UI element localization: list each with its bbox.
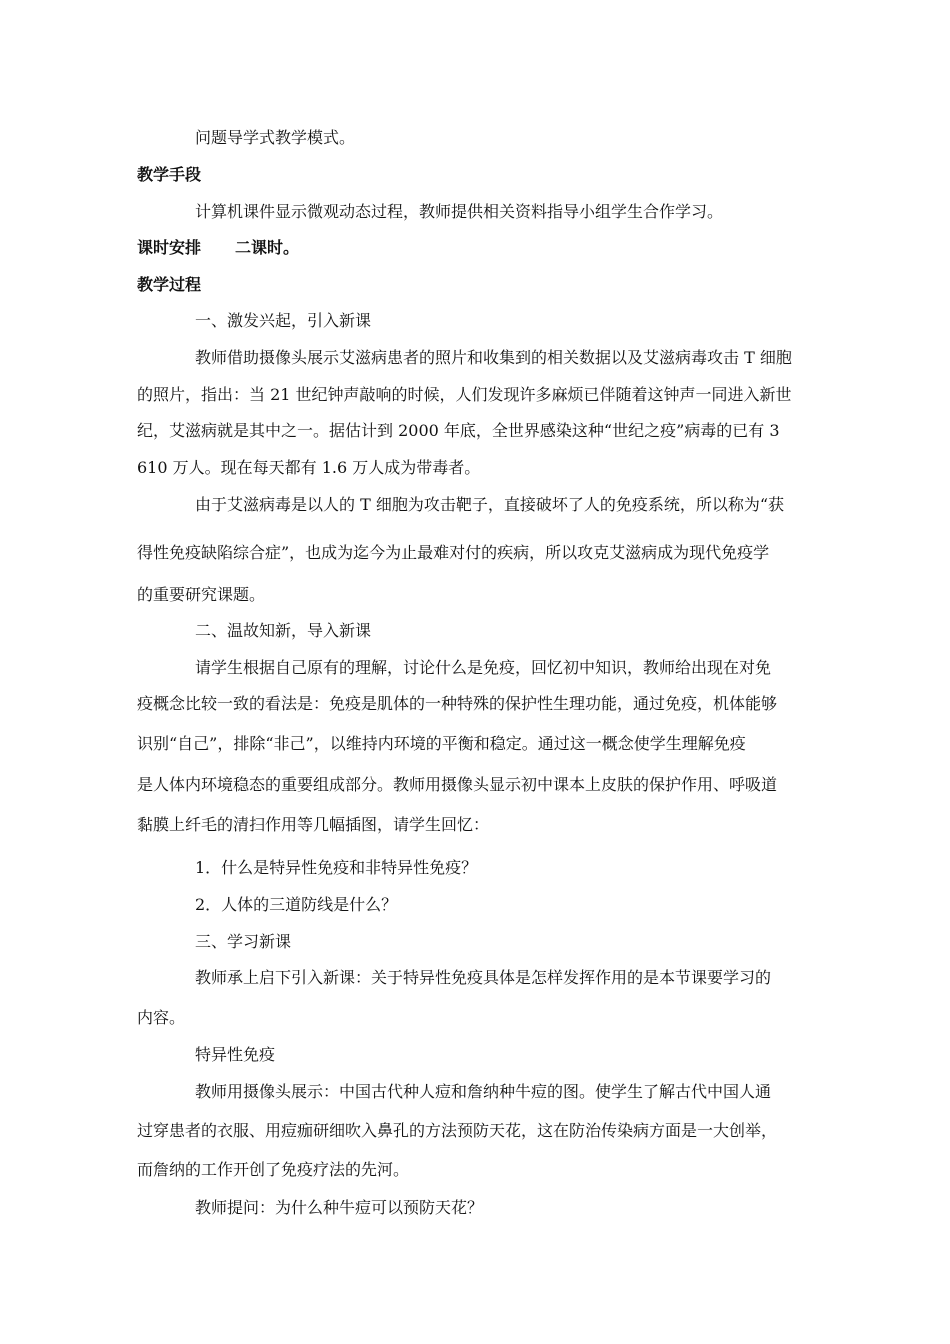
section-heading: 教学过程 <box>137 275 202 294</box>
subheading: 一、激发兴起，引入新课 <box>195 311 372 330</box>
heading-value: 二课时。 <box>235 238 300 257</box>
text-line: 的重要研究课题。 <box>137 585 266 604</box>
text-line: 得性免疫缺陷综合症”，也成为迄今为止最难对付的疾病，所以攻克艾滋病成为现代免疫学 <box>137 543 770 562</box>
text-line: 教师提问：为什么种牛痘可以预防天花？ <box>195 1198 484 1217</box>
text-line: 识别“自己”，排除“非己”，以维持内环境的平衡和稳定。通过这一概念使学生理解免疫 <box>137 734 746 753</box>
text-line: 的照片，指出：当 21 世纪钟声敲响的时候，人们发现许多麻烦已伴随着这钟声一同进入新世 <box>137 385 792 404</box>
text-line: 黏膜上纤毛的清扫作用等几幅插图，请学生回忆： <box>137 815 490 834</box>
subheading: 三、学习新课 <box>195 932 292 951</box>
section-heading <box>137 238 817 258</box>
list-item: 1．什么是特异性免疫和非特异性免疫？ <box>195 858 478 877</box>
text-line: 过穿患者的衣服、用痘痂研细吹入鼻孔的方法预防天花，这在防治传染病方面是一大创举， <box>137 1121 778 1140</box>
heading-label: 课时安排 <box>137 238 202 257</box>
subheading: 二、温故知新，导入新课 <box>195 621 372 640</box>
text-line: 610 万人。现在每天都有 1.6 万人成为带毒者。 <box>137 458 481 477</box>
list-item: 2．人体的三道防线是什么？ <box>195 895 398 914</box>
text-line: 教师用摄像头展示：中国古代种人痘和詹纳种牛痘的图。使学生了解古代中国人通 <box>195 1082 772 1101</box>
text-line: 问题导学式教学模式。 <box>195 128 356 147</box>
text-line: 请学生根据自己原有的理解，讨论什么是免疫，回忆初中知识，教师给出现在对免 <box>195 658 772 677</box>
text-line: 教师承上启下引入新课：关于特异性免疫具体是怎样发挥作用的是本节课要学习的 <box>195 968 772 987</box>
text-line: 疫概念比较一致的看法是：免疫是肌体的一种特殊的保护性生理功能，通过免疫，机体能够 <box>137 694 778 713</box>
text-line: 纪，艾滋病就是其中之一。据估计到 2000 年底，全世界感染这种“世纪之疫”病毒的已有 3 <box>137 421 780 440</box>
section-heading: 教学手段 <box>137 165 202 184</box>
text-line: 是人体内环境稳态的重要组成部分。教师用摄像头显示初中课本上皮肤的保护作用、呼吸道 <box>137 775 778 794</box>
text-line: 计算机课件显示微观动态过程，教师提供相关资料指导小组学生合作学习。 <box>195 202 724 221</box>
subheading: 特异性免疫 <box>195 1045 276 1064</box>
text-line: 内容。 <box>137 1008 186 1027</box>
text-line: 教师借助摄像头展示艾滋病患者的照片和收集到的相关数据以及艾滋病毒攻击 T 细胞 <box>195 348 792 367</box>
text-line: 由于艾滋病毒是以人的 T 细胞为攻击靶子，直接破坏了人的免疫系统，所以称为“获 <box>195 495 785 514</box>
text-line: 而詹纳的工作开创了免疫疗法的先河。 <box>137 1160 410 1179</box>
